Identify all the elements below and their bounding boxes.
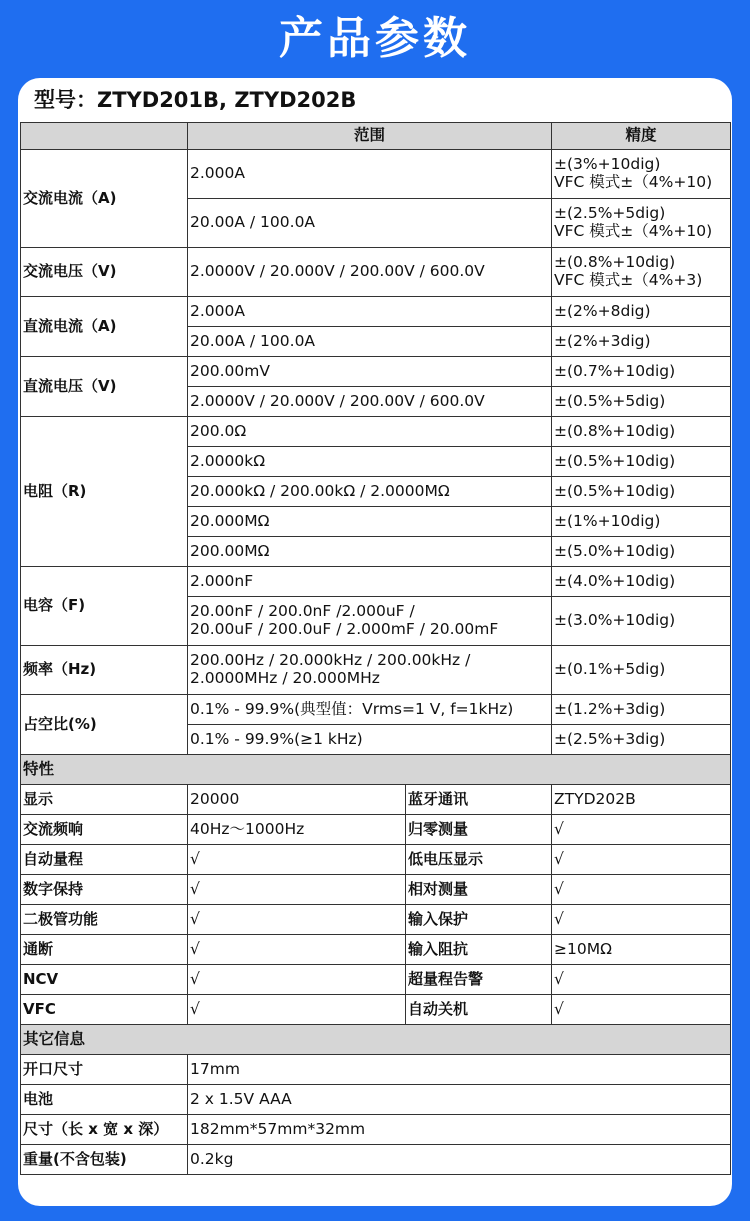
range-cell: 20.000MΩ — [188, 507, 552, 537]
row-label-duty: 占空比(%) — [21, 695, 188, 755]
accuracy-cell: ±(1.2%+3dig) — [552, 695, 731, 725]
accuracy-cell: ±(3.0%+10dig) — [552, 597, 731, 646]
row-label-dc-current: 直流电流（A) — [21, 297, 188, 357]
range-cell: 2.000A — [188, 150, 552, 199]
accuracy-cell: ±(2.5%+5dig) VFC 模式±（4%+10) — [552, 199, 731, 248]
accuracy-cell: ±(2%+8dig) — [552, 297, 731, 327]
accuracy-cell: ±(3%+10dig) VFC 模式±（4%+10) — [552, 150, 731, 199]
accuracy-cell: ±(0.5%+10dig) — [552, 447, 731, 477]
table-row — [21, 150, 731, 199]
accuracy-cell: ±(0.8%+10dig) — [552, 417, 731, 447]
range-cell: 2.000nF — [188, 567, 552, 597]
accuracy-cell: ±(0.8%+10dig) VFC 模式±（4%+3) — [552, 248, 731, 297]
row-label-frequency: 频率（Hz) — [21, 646, 188, 695]
range-cell: 200.00Hz / 20.000kHz / 200.00kHz / 2.0000MHz / 20.000MHz — [188, 646, 552, 695]
accuracy-cell: ±(0.5%+5dig) — [552, 387, 731, 417]
range-cell: 200.00mV — [188, 357, 552, 387]
range-cell: 20.000kΩ / 200.00kΩ / 2.0000MΩ — [188, 477, 552, 507]
model-line: 型号：ZTYD201B, ZTYD202B — [34, 88, 357, 112]
header-accuracy: 精度 — [552, 123, 731, 150]
table-row: 开口尺寸 17mm — [21, 1055, 731, 1085]
header-blank — [21, 123, 188, 150]
table-row — [21, 417, 731, 447]
section-header-other: 其它信息 — [21, 1025, 731, 1055]
row-label-capacitance: 电容（F) — [21, 567, 188, 646]
accuracy-cell: ±(1%+10dig) — [552, 507, 731, 537]
range-cell: 2.0000V / 20.000V / 200.00V / 600.0V — [188, 387, 552, 417]
accuracy-cell: ±(2%+3dig) — [552, 327, 731, 357]
table-row: 自动量程 √ 低电压显示 √ — [21, 845, 731, 875]
accuracy-cell: ±(4.0%+10dig) — [552, 567, 731, 597]
row-label-ac-voltage: 交流电压（V) — [21, 248, 188, 297]
table-row: 电池 2 x 1.5V AAA — [21, 1085, 731, 1115]
range-cell: 0.1% - 99.9%(典型值：Vrms=1 V, f=1kHz) — [188, 695, 552, 725]
accuracy-cell: ±(0.7%+10dig) — [552, 357, 731, 387]
table-row: 显示 20000 蓝牙通讯 ZTYD202B — [21, 785, 731, 815]
spec-table-wrapper — [20, 122, 731, 1175]
table-row — [21, 646, 731, 695]
row-label-ac-current: 交流电流（A) — [21, 150, 188, 248]
accuracy-cell: ±(0.1%+5dig) — [552, 646, 731, 695]
table-row: 数字保持 √ 相对测量 √ — [21, 875, 731, 905]
accuracy-cell: ±(0.5%+10dig) — [552, 477, 731, 507]
page-title: 产品参数 — [279, 13, 471, 64]
table-header-row — [21, 123, 731, 150]
table-row: 尺寸（长 x 宽 x 深） 182mm*57mm*32mm — [21, 1115, 731, 1145]
table-row — [21, 357, 731, 387]
row-label-dc-voltage: 直流电压（V) — [21, 357, 188, 417]
table-row: 二极管功能 √ 输入保护 √ — [21, 905, 731, 935]
table-row: 通断 √ 输入阻抗 ≥10MΩ — [21, 935, 731, 965]
range-cell: 0.1% - 99.9%(≥1 kHz) — [188, 725, 552, 755]
spec-card — [18, 78, 732, 1206]
row-label-resistance: 电阻（R) — [21, 417, 188, 567]
accuracy-cell: ±(5.0%+10dig) — [552, 537, 731, 567]
table-row: VFC √ 自动关机 √ — [21, 995, 731, 1025]
range-cell: 2.0000kΩ — [188, 447, 552, 477]
range-cell: 200.00MΩ — [188, 537, 552, 567]
table-row: 交流频响 40Hz～1000Hz 归零测量 √ — [21, 815, 731, 845]
range-cell: 20.00A / 100.0A — [188, 199, 552, 248]
section-header-features: 特性 — [21, 755, 731, 785]
table-row — [21, 297, 731, 327]
table-row — [21, 695, 731, 725]
table-row — [21, 567, 731, 597]
range-cell: 20.00A / 100.0A — [188, 327, 552, 357]
range-cell: 20.00nF / 200.0nF /2.000uF / 20.00uF / 200.0uF / 2.000mF / 20.00mF — [188, 597, 552, 646]
accuracy-cell: ±(2.5%+3dig) — [552, 725, 731, 755]
header-range: 范围 — [188, 123, 552, 150]
table-row: 重量(不含包装) 0.2kg — [21, 1145, 731, 1175]
range-cell: 200.0Ω — [188, 417, 552, 447]
range-cell: 2.0000V / 20.000V / 200.00V / 600.0V — [188, 248, 552, 297]
spec-table — [20, 122, 731, 1175]
table-row — [21, 248, 731, 297]
range-cell: 2.000A — [188, 297, 552, 327]
table-row: NCV √ 超量程告警 √ — [21, 965, 731, 995]
